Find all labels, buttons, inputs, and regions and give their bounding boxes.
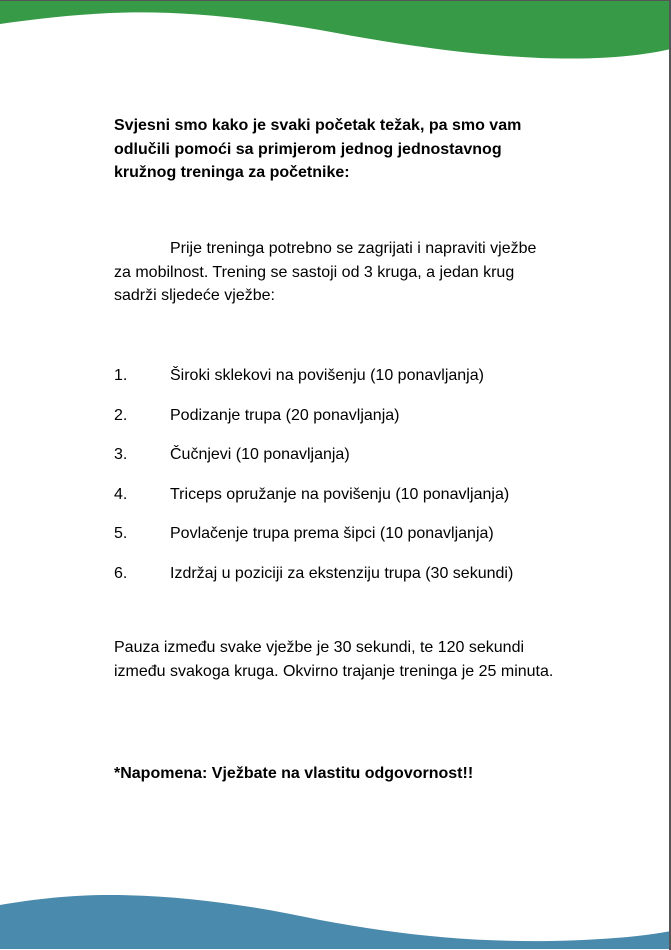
top-green-wave (0, 0, 671, 70)
bottom-wave-shape (0, 895, 671, 949)
pause-paragraph: Pauza između svake vježbe je 30 sekundi, te 120 sekundi između svakoga kruga. Okvirno trajanje treninga je 25 minuta. (114, 639, 554, 680)
intro-heading: Svjesni smo kako je svaki početak težak, pa smo vam odlučili pomoći sa primjerom jednog jednostavnog kružnog treninga za početnike: (114, 117, 522, 181)
intro-paragraph-text: Prije treninga potrebno se zagrijati i napraviti vježbe za mobilnost. Trening se sastoji od 3 kruga, a jedan krug sadrži sljedeće vježbe: (114, 240, 537, 304)
exercise-text: Široki sklekovi na povišenju (10 ponavljanja) (170, 367, 484, 384)
exercise-number: 1. (114, 367, 128, 384)
exercise-text: Čučnjevi (10 ponavljanja) (170, 446, 350, 463)
exercise-text: Povlačenje trupa prema šipci (10 ponavljanja) (170, 525, 494, 542)
exercise-text: Podizanje trupa (20 ponavljanja) (170, 406, 400, 424)
exercise-number: 5. (114, 525, 128, 542)
exercise-number: 6. (114, 564, 128, 582)
bottom-blue-wave (0, 880, 671, 949)
disclaimer-note: *Napomena: Vježbate na vlastitu odgovornost!! (114, 765, 474, 782)
exercise-text: Izdržaj u poziciji za ekstenziju trupa (30 sekundi) (170, 564, 514, 582)
top-wave-shape (0, 0, 671, 59)
exercise-number: 3. (114, 446, 128, 463)
intro-paragraph (114, 237, 554, 308)
exercise-text: Triceps opružanje na povišenju (10 ponavljanja) (170, 485, 510, 503)
exercise-number: 4. (114, 485, 128, 503)
exercise-number: 2. (114, 406, 128, 424)
